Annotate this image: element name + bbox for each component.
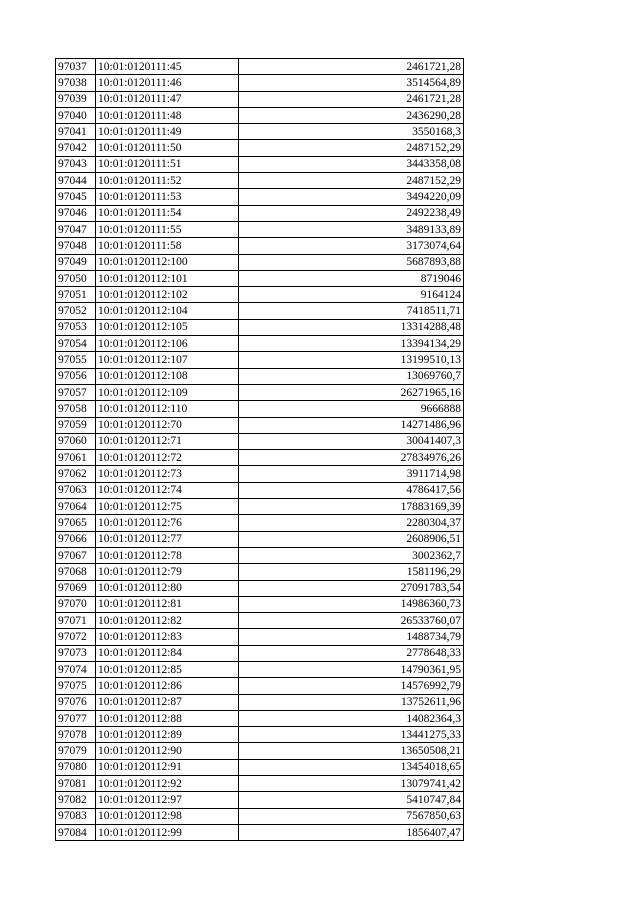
row-id-cell: 97040 [56,107,96,123]
cadastral-value-cell: 8719046 [239,270,464,286]
table-row [56,776,464,792]
cadastral-number-cell: 10:01:0120112:79 [96,564,239,580]
table-row [56,580,464,596]
cadastral-number-cell: 10:01:0120112:78 [96,547,239,563]
cadastral-number-cell: 10:01:0120112:107 [96,352,239,368]
row-id-cell: 97071 [56,613,96,629]
cadastral-number-cell: 10:01:0120112:89 [96,727,239,743]
cadastral-value-cell: 3494220,09 [239,189,464,205]
cadastral-number-cell: 10:01:0120112:76 [96,515,239,531]
table-row [56,221,464,237]
row-id-cell: 97082 [56,792,96,808]
table-row [56,303,464,319]
cadastral-number-cell: 10:01:0120111:49 [96,124,239,140]
row-id-cell: 97053 [56,319,96,335]
row-id-cell: 97039 [56,91,96,107]
cadastral-value-cell: 1856407,47 [239,824,464,840]
row-id-cell: 97066 [56,531,96,547]
row-id-cell: 97080 [56,759,96,775]
cadastral-value-cell: 2436290,28 [239,107,464,123]
cadastral-value-cell: 13752611,96 [239,694,464,710]
row-id-cell: 97037 [56,59,96,75]
cadastral-value-cell: 27834976,26 [239,450,464,466]
row-id-cell: 97076 [56,694,96,710]
cadastral-value-table [55,58,464,841]
table-body [56,59,464,841]
cadastral-value-cell: 2461721,28 [239,59,464,75]
table-row [56,270,464,286]
row-id-cell: 97049 [56,254,96,270]
cadastral-number-cell: 10:01:0120112:85 [96,661,239,677]
cadastral-value-cell: 2487152,29 [239,173,464,189]
cadastral-number-cell: 10:01:0120112:98 [96,808,239,824]
row-id-cell: 97069 [56,580,96,596]
cadastral-value-cell: 1581196,29 [239,564,464,580]
cadastral-number-cell: 10:01:0120112:108 [96,368,239,384]
cadastral-value-cell: 3911714,98 [239,466,464,482]
cadastral-value-cell: 13199510,13 [239,352,464,368]
cadastral-number-cell: 10:01:0120111:46 [96,75,239,91]
cadastral-value-cell: 14790361,95 [239,661,464,677]
table-row [56,515,464,531]
cadastral-number-cell: 10:01:0120112:99 [96,824,239,840]
table-row [56,336,464,352]
cadastral-value-cell: 1488734,79 [239,629,464,645]
row-id-cell: 97065 [56,515,96,531]
table-row [56,91,464,107]
cadastral-number-cell: 10:01:0120112:88 [96,710,239,726]
cadastral-value-cell: 26271965,16 [239,384,464,400]
table-row [56,596,464,612]
cadastral-value-cell: 17883169,39 [239,499,464,515]
row-id-cell: 97054 [56,336,96,352]
cadastral-number-cell: 10:01:0120112:97 [96,792,239,808]
table-row [56,547,464,563]
row-id-cell: 97083 [56,808,96,824]
cadastral-number-cell: 10:01:0120112:80 [96,580,239,596]
table-row [56,401,464,417]
row-id-cell: 97042 [56,140,96,156]
table-row [56,759,464,775]
row-id-cell: 97046 [56,205,96,221]
table-row [56,384,464,400]
row-id-cell: 97056 [56,368,96,384]
row-id-cell: 97048 [56,238,96,254]
cadastral-number-cell: 10:01:0120112:106 [96,336,239,352]
table-row [56,189,464,205]
table-row [56,59,464,75]
row-id-cell: 97079 [56,743,96,759]
cadastral-value-cell: 2608906,51 [239,531,464,547]
cadastral-value-cell: 7418511,71 [239,303,464,319]
table-row [56,710,464,726]
cadastral-number-cell: 10:01:0120111:58 [96,238,239,254]
row-id-cell: 97059 [56,417,96,433]
cadastral-number-cell: 10:01:0120111:45 [96,59,239,75]
cadastral-number-cell: 10:01:0120111:48 [96,107,239,123]
table-row [56,466,464,482]
table-row [56,352,464,368]
table-row [56,368,464,384]
table-row [56,499,464,515]
cadastral-number-cell: 10:01:0120112:72 [96,450,239,466]
row-id-cell: 97041 [56,124,96,140]
cadastral-number-cell: 10:01:0120112:83 [96,629,239,645]
cadastral-number-cell: 10:01:0120112:86 [96,678,239,694]
cadastral-number-cell: 10:01:0120111:50 [96,140,239,156]
cadastral-value-cell: 14271486,96 [239,417,464,433]
cadastral-number-cell: 10:01:0120112:81 [96,596,239,612]
row-id-cell: 97073 [56,645,96,661]
table-row [56,450,464,466]
row-id-cell: 97045 [56,189,96,205]
row-id-cell: 97051 [56,287,96,303]
row-id-cell: 97063 [56,482,96,498]
cadastral-number-cell: 10:01:0120112:102 [96,287,239,303]
cadastral-value-cell: 9666888 [239,401,464,417]
cadastral-number-cell: 10:01:0120112:109 [96,384,239,400]
cadastral-value-cell: 26533760,07 [239,613,464,629]
table-row [56,613,464,629]
table-row [56,107,464,123]
cadastral-value-cell: 14986360,73 [239,596,464,612]
cadastral-value-cell: 13454018,65 [239,759,464,775]
cadastral-number-cell: 10:01:0120111:55 [96,221,239,237]
table-row [56,629,464,645]
table-row [56,124,464,140]
row-id-cell: 97067 [56,547,96,563]
cadastral-number-cell: 10:01:0120112:90 [96,743,239,759]
table-row [56,238,464,254]
cadastral-number-cell: 10:01:0120111:53 [96,189,239,205]
cadastral-value-cell: 2487152,29 [239,140,464,156]
table-row [56,173,464,189]
cadastral-value-cell: 13394134,29 [239,336,464,352]
row-id-cell: 97043 [56,156,96,172]
table-row [56,254,464,270]
row-id-cell: 97052 [56,303,96,319]
row-id-cell: 97078 [56,727,96,743]
row-id-cell: 97050 [56,270,96,286]
row-id-cell: 97070 [56,596,96,612]
cadastral-value-cell: 13069760,7 [239,368,464,384]
row-id-cell: 97047 [56,221,96,237]
cadastral-number-cell: 10:01:0120112:101 [96,270,239,286]
table-row [56,808,464,824]
cadastral-value-cell: 13441275,33 [239,727,464,743]
cadastral-value-cell: 13650508,21 [239,743,464,759]
cadastral-value-cell: 5687893,88 [239,254,464,270]
cadastral-value-cell: 7567850,63 [239,808,464,824]
row-id-cell: 97074 [56,661,96,677]
row-id-cell: 97038 [56,75,96,91]
cadastral-number-cell: 10:01:0120112:75 [96,499,239,515]
cadastral-value-cell: 2778648,33 [239,645,464,661]
row-id-cell: 97060 [56,433,96,449]
table-row [56,678,464,694]
row-id-cell: 97044 [56,173,96,189]
row-id-cell: 97077 [56,710,96,726]
cadastral-value-cell: 3514564,89 [239,75,464,91]
cadastral-number-cell: 10:01:0120112:105 [96,319,239,335]
cadastral-value-cell: 13314288,48 [239,319,464,335]
cadastral-number-cell: 10:01:0120112:104 [96,303,239,319]
cadastral-number-cell: 10:01:0120112:71 [96,433,239,449]
cadastral-value-cell: 5410747,84 [239,792,464,808]
cadastral-value-cell: 9164124 [239,287,464,303]
cadastral-value-cell: 30041407,3 [239,433,464,449]
table-row [56,287,464,303]
table-row [56,727,464,743]
cadastral-value-cell: 27091783,54 [239,580,464,596]
cadastral-number-cell: 10:01:0120111:52 [96,173,239,189]
cadastral-number-cell: 10:01:0120112:77 [96,531,239,547]
cadastral-number-cell: 10:01:0120112:73 [96,466,239,482]
cadastral-number-cell: 10:01:0120112:70 [96,417,239,433]
cadastral-number-cell: 10:01:0120111:47 [96,91,239,107]
cadastral-number-cell: 10:01:0120112:110 [96,401,239,417]
table-row [56,140,464,156]
row-id-cell: 97081 [56,776,96,792]
cadastral-number-cell: 10:01:0120112:82 [96,613,239,629]
table-row [56,824,464,840]
cadastral-value-cell: 3443358,08 [239,156,464,172]
row-id-cell: 97062 [56,466,96,482]
row-id-cell: 97055 [56,352,96,368]
table-row [56,75,464,91]
cadastral-value-cell: 3002362,7 [239,547,464,563]
table-row [56,531,464,547]
row-id-cell: 97064 [56,499,96,515]
cadastral-value-cell: 2280304,37 [239,515,464,531]
table-row [56,694,464,710]
cadastral-number-cell: 10:01:0120111:54 [96,205,239,221]
cadastral-value-cell: 14082364,3 [239,710,464,726]
cadastral-number-cell: 10:01:0120112:92 [96,776,239,792]
row-id-cell: 97075 [56,678,96,694]
cadastral-value-cell: 4786417,56 [239,482,464,498]
table-row [56,205,464,221]
table-row [56,564,464,580]
table-row [56,661,464,677]
table-row [56,645,464,661]
cadastral-number-cell: 10:01:0120111:51 [96,156,239,172]
cadastral-value-cell: 3173074,64 [239,238,464,254]
cadastral-value-cell: 3489133,89 [239,221,464,237]
table-row [56,792,464,808]
row-id-cell: 97058 [56,401,96,417]
table-row [56,417,464,433]
cadastral-value-cell: 2492238,49 [239,205,464,221]
row-id-cell: 97068 [56,564,96,580]
cadastral-value-cell: 3550168,3 [239,124,464,140]
cadastral-value-cell: 2461721,28 [239,91,464,107]
row-id-cell: 97084 [56,824,96,840]
table-row [56,433,464,449]
row-id-cell: 97072 [56,629,96,645]
cadastral-number-cell: 10:01:0120112:87 [96,694,239,710]
table-row [56,156,464,172]
table-row [56,482,464,498]
table-row [56,319,464,335]
cadastral-value-cell: 14576992,79 [239,678,464,694]
cadastral-value-cell: 13079741,42 [239,776,464,792]
cadastral-number-cell: 10:01:0120112:100 [96,254,239,270]
table-row [56,743,464,759]
row-id-cell: 97061 [56,450,96,466]
cadastral-number-cell: 10:01:0120112:74 [96,482,239,498]
cadastral-number-cell: 10:01:0120112:84 [96,645,239,661]
row-id-cell: 97057 [56,384,96,400]
cadastral-number-cell: 10:01:0120112:91 [96,759,239,775]
